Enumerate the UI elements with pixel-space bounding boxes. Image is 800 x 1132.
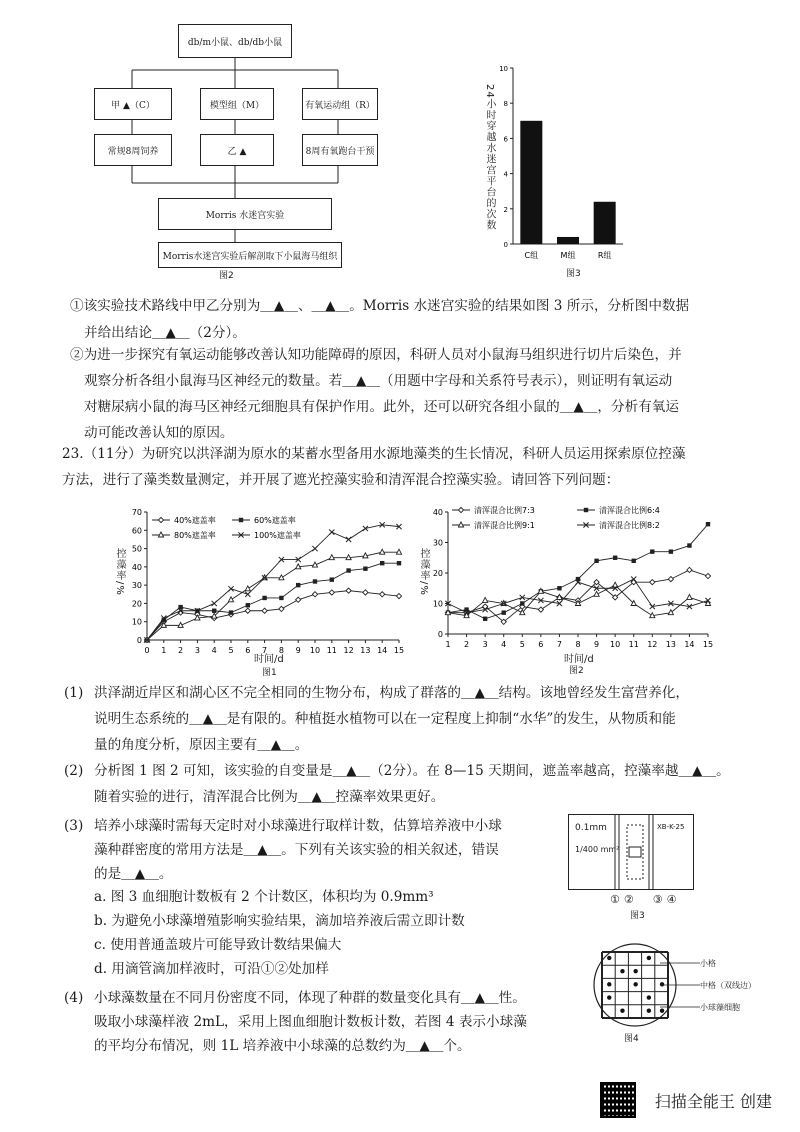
fig-a-xtick-label: 14	[377, 646, 388, 655]
chamber-label-model: XB-K-25	[657, 823, 685, 831]
flow-treatment-c: 常规8周饲养	[94, 134, 172, 166]
chamber-mark-2: ②	[623, 893, 638, 906]
fig-a-xtick-label: 9	[295, 646, 301, 655]
fig-a-xtick-label: 15	[393, 646, 405, 655]
fig-a-ytick-label: 70	[131, 508, 142, 517]
fig-a-xtick-label: 12	[343, 646, 354, 655]
fig-a-point	[296, 583, 300, 587]
fig-a-xtick-label: 3	[194, 646, 200, 655]
fig-b-legend-label: 清浑混合比例6:4	[599, 506, 660, 515]
fig-a-point	[262, 596, 266, 600]
grid-cell-dot	[620, 969, 624, 973]
chamber-label-small: 0.1mm	[575, 823, 607, 833]
fig-b-point	[632, 559, 636, 563]
fig-b-xtick-label: 14	[684, 640, 695, 649]
grid-cell-dot	[607, 995, 611, 999]
fig-b-point	[613, 556, 617, 560]
fig-b-legend-point	[458, 507, 463, 512]
fig-a-point	[329, 555, 334, 560]
grid-cell-dot	[647, 956, 651, 960]
grid-label-middle-square: 中格（双线边）	[700, 981, 756, 990]
q23-1-line3: 量的角度分析，原因主要有＿▲＿。	[94, 737, 309, 753]
fig-a-xtick-label: 11	[326, 646, 337, 655]
fig-a-point	[346, 568, 350, 572]
fig-a-point	[279, 606, 284, 611]
flow-morris-box: Morris 水迷宫实验	[158, 198, 332, 230]
q23-3-line3: 的是＿▲＿。	[94, 866, 173, 882]
q23-3-option-a: a. 图 3 血细胞计数板有 2 个计数区，体积均为 0.9mm³	[94, 889, 434, 905]
fig-a-point	[380, 549, 385, 554]
fig-a-xtick-label: 10	[309, 646, 321, 655]
fig-a-point	[228, 597, 233, 602]
fig-a-point	[212, 601, 217, 606]
fig-b-point	[502, 610, 506, 614]
q23-4-line3: 的平均分布情况，则 1L 培养液中小球藻的总数约为＿▲＿个。	[94, 1038, 471, 1054]
fig-a-point	[312, 592, 317, 597]
flow-group-r: 有氧运动组（R）	[302, 88, 378, 120]
fig-b-caption: 图2	[569, 666, 584, 676]
fig-a-series-line	[147, 552, 399, 640]
fig-a-point	[246, 603, 250, 607]
fig-a-series-line	[147, 563, 399, 640]
q22-part2-line3: 对糖尿病小鼠的海马区神经元细胞具有保护作用。此外，还可以研究各组小鼠的＿▲＿，分析有氧运	[84, 399, 679, 415]
fig-b-xtick-label: 15	[702, 640, 714, 649]
fig-b-legend-label: 清浑混合比例8:2	[599, 521, 660, 530]
fig-a-xtick-label: 6	[245, 646, 251, 655]
chamber-marks	[610, 893, 681, 906]
flowchart-caption: 图2	[219, 271, 234, 281]
fig-a-point	[228, 586, 233, 591]
flow-group-c: 甲 ▲（C）	[94, 88, 172, 120]
footer-watermark-text: 扫描全能王 创建	[654, 1092, 772, 1111]
fig-b-point	[520, 601, 524, 605]
grid-label-leaders	[660, 955, 702, 1015]
fig-a-point	[279, 575, 284, 580]
fig-b-point	[650, 549, 654, 553]
fig-b-xtick-label: 6	[538, 640, 544, 649]
fig-a-xtick-label: 5	[228, 646, 234, 655]
fig-b-xtick-label: 8	[575, 640, 581, 649]
fig-a-legend-label: 60%遮盖率	[254, 516, 296, 525]
fig-b-xtick-label: 11	[628, 640, 639, 649]
chamber-label-area: 1/400 mm²	[575, 845, 620, 854]
fig3-ytick-label: 2	[503, 205, 508, 214]
fig-a-point	[396, 549, 401, 554]
fig3-category-label: M组	[560, 251, 576, 260]
fig-a-legend-point	[158, 532, 163, 537]
fig-b-ytick-label: 10	[432, 599, 443, 609]
fig-a-ylabel: 控藻率/%	[114, 548, 125, 596]
fig-a-xtick-label: 2	[178, 646, 184, 655]
grid-cell-dot	[633, 969, 637, 973]
fig-a-legend-label: 100%遮盖率	[254, 531, 301, 540]
fig-b-ytick-label: 30	[432, 538, 443, 548]
fig-b-point	[538, 607, 543, 612]
q23-3-number: (3)	[64, 818, 84, 834]
fig-a-xtick-label: 7	[262, 646, 268, 655]
fig-b-ylabel: 控藻率/%	[418, 548, 429, 596]
q23-4-number: (4)	[64, 990, 84, 1006]
fig-a-point	[312, 546, 317, 551]
fig-a-point	[396, 594, 401, 599]
q23-4-line2: 吸取小球藻样液 2mL，采用上图血细胞计数板计数，若图 4 表示小球藻	[94, 1014, 527, 1030]
fig-b-ytick-label: 40	[432, 508, 443, 517]
chamber-caption: 图3	[630, 911, 645, 921]
fig-a-legend-point	[158, 517, 163, 522]
fig-b-point	[669, 549, 673, 553]
q23-3-line2: 藻种群密度的常用方法是＿▲＿。下列有关该实验的相关叙述，错误	[94, 842, 499, 858]
fig-a-point	[330, 577, 334, 581]
grid-caption: 图4	[624, 1034, 639, 1044]
q23-heading-line1: 23.（11分）为研究以洪泽湖为原水的某蓄水型备用水源地藻类的生长情况，科研人员运用探索原位控藻	[62, 446, 686, 462]
fig-a-point	[363, 566, 367, 570]
fig-b-xtick-label: 12	[647, 640, 658, 649]
fig-a-line-chart	[125, 500, 415, 660]
fig-a-ytick-label: 10	[131, 617, 142, 627]
fig-b-xtick-label: 3	[482, 640, 488, 649]
fig3-category-label: R组	[597, 251, 612, 260]
fig-b-point	[594, 559, 598, 563]
fig-b-xtick-label: 7	[556, 640, 562, 649]
flow-treatment-r: 8周有氧跑台干预	[302, 134, 378, 166]
grid-cell-dot	[633, 982, 637, 986]
fig-b-legend-label: 清浑混合比例9:1	[474, 521, 535, 530]
fig-a-xtick-label: 1	[161, 646, 167, 655]
fig-a-point	[229, 610, 233, 614]
fig-a-point	[380, 561, 384, 565]
flow-top-box: db/m小鼠、db/db小鼠	[178, 24, 292, 58]
fig-a-point	[313, 579, 317, 583]
fig-b-legend-label: 清浑混合比例7:3	[474, 506, 535, 515]
fig-b-point	[687, 543, 691, 547]
q23-2-line2: 随着实验的进行，清浑混合比例为＿▲＿控藻率效果更好。	[94, 789, 445, 805]
fig-a-point	[380, 592, 385, 597]
grid-cell-dot	[607, 982, 611, 986]
fig-a-point	[346, 588, 351, 593]
chamber-mark-1: ①	[610, 893, 624, 906]
chamber-drawing	[569, 815, 693, 889]
fig3-bar	[520, 121, 542, 244]
fig-b-xtick-label: 1	[445, 640, 451, 649]
fig-b-point	[687, 567, 692, 572]
grid-cell-dot	[607, 956, 611, 960]
fig-a-xlabel: 时间/d	[254, 654, 284, 665]
fig3-bar	[594, 202, 616, 244]
grid-cell-dot	[647, 1009, 651, 1013]
flow-group-m: 模型组（M）	[200, 88, 274, 120]
fig-b-ytick-label: 0	[437, 630, 443, 639]
grid-cell-dot	[620, 1009, 624, 1013]
fig-a-legend-label: 40%遮盖率	[174, 516, 216, 525]
fig-a-point	[346, 537, 351, 542]
grid-label-small-square: 小格	[700, 959, 716, 968]
fig-b-point	[650, 580, 655, 585]
q23-1-line2: 说明生态系统的＿▲＿是有限的。种植挺水植物可以在一定程度上抑制“水华”的发生，从物质和能	[94, 711, 676, 727]
fig-a-point	[262, 608, 267, 613]
q22-part2-line1: ②为进一步探究有氧运动能够改善认知功能障碍的原因，科研人员对小鼠海马组织进行切片后染色，并	[70, 347, 682, 363]
fig-a-legend-label: 80%遮盖率	[174, 531, 216, 540]
fig3-caption: 图3	[566, 269, 581, 279]
fig-b-point	[705, 573, 710, 578]
qr-code-icon	[600, 1082, 636, 1118]
fig-a-series-line	[147, 525, 399, 640]
fig-b-point	[557, 586, 561, 590]
fig-a-point	[363, 590, 368, 595]
fig-a-point	[329, 530, 334, 535]
chamber-mark-4: ④	[666, 893, 681, 906]
flowchart	[90, 18, 375, 280]
q23-3-option-b: b. 为避免小球藻增殖影响实验结果，滴加培养液后需立即计数	[94, 913, 465, 929]
fig-a-xtick-label: 8	[278, 646, 284, 655]
fig-b-xtick-label: 9	[594, 640, 600, 649]
fig-a-point	[245, 592, 250, 597]
flow-treatment-m: 乙 ▲	[200, 134, 274, 166]
q23-2-line1: 分析图 1 图 2 可知，该实验的自变量是＿▲＿（2分）。在 8—15 天期间，遮盖率越高，控藻率越＿▲＿。	[94, 763, 730, 779]
fig-b-legend-point	[584, 508, 588, 512]
fig-a-caption: 图1	[262, 668, 277, 678]
fig-b-line-chart	[428, 500, 723, 660]
fig-b-xtick-label: 10	[610, 640, 621, 649]
fig-b-xtick-label: 13	[665, 640, 676, 649]
fig-a-point	[397, 561, 401, 565]
fig-a-point	[279, 596, 283, 600]
flow-dissect-box: Morris水迷宫实验后解剖取下小鼠海马组织	[158, 242, 342, 268]
fig-a-xtick-label: 4	[211, 646, 217, 655]
fig-b-xtick-label: 2	[464, 640, 470, 649]
q22-part1-line2: 并给出结论＿▲＿（2分）。	[84, 325, 246, 341]
fig-b-point	[668, 610, 673, 615]
grid-label-cell: 小球藻细胞	[700, 1003, 740, 1012]
fig-a-ytick-label: 30	[131, 581, 142, 591]
chamber-mark-3: ③	[652, 893, 667, 906]
fig3-ytick-label: 8	[503, 100, 508, 109]
fig-b-point	[483, 617, 487, 621]
fig-b-xtick-label: 4	[501, 640, 507, 649]
fig3-bar-chart	[495, 60, 635, 270]
q22-part1-line1: ①该实验技术路线中甲乙分别为＿▲＿、＿▲＿。Morris 水迷宫实验的结果如图 3 所示，分析图中数据	[70, 298, 690, 314]
fig-b-point	[687, 594, 692, 599]
fig-b-point	[706, 522, 710, 526]
q23-2-number: (2)	[64, 763, 84, 779]
q23-4-line1: 小球藻数量在不同月份密度不同，体现了种群的数量变化具有＿▲＿性。	[94, 990, 526, 1006]
q23-1-line1: 洪泽湖近岸区和湖心区不完全相同的生物分布，构成了群落的＿▲＿结构。该地曾经发生富营养化，	[94, 685, 689, 701]
counting-chamber-figure	[568, 814, 694, 890]
q23-3-option-c: c. 使用普通盖玻片可能导致计数结果偏大	[94, 937, 342, 953]
q23-3-option-d: d. 用滴管滴加样液时，可沿①②处加样	[94, 961, 329, 977]
q23-3-line1: 培养小球藻时需每天定时对小球藻进行取样计数，估算培养液中小球	[94, 818, 502, 834]
fig3-ylabel: 24小时穿越水迷宫平台的次数	[484, 84, 495, 231]
fig-b-ytick-label: 20	[432, 569, 443, 578]
fig-a-xtick-label: 13	[360, 646, 371, 655]
fig3-ytick-label: 0	[503, 241, 508, 249]
fig-a-ytick-label: 50	[131, 544, 142, 554]
fig-a-legend-point	[239, 518, 243, 522]
fig3-ytick-label: 6	[503, 135, 508, 144]
fig-a-point	[296, 597, 301, 602]
q23-1-number: (1)	[64, 685, 84, 701]
q22-part2-line2: 观察分析各组小鼠海马区神经元的数量。若＿▲＿（用题中字母和关系符号表示），则证明有氧运动	[84, 373, 673, 389]
fig-b-xtick-label: 5	[519, 640, 525, 649]
fig-b-point	[483, 597, 488, 602]
fig-a-point	[329, 590, 334, 595]
fig-b-legend-point	[458, 522, 463, 527]
fig-a-ytick-label: 20	[131, 599, 142, 609]
q22-part2-line4: 动可能改善认知的原因。	[84, 425, 234, 441]
fig-a-point	[245, 608, 250, 613]
fig-a-ytick-label: 0	[136, 636, 142, 645]
q23-heading-line2: 方法，进行了藻类数量测定，并开展了遮光控藻实验和清浑混合控藻实验。请回答下列问题：	[62, 472, 620, 488]
fig3-category-label: C组	[524, 251, 539, 260]
fig-b-point	[668, 577, 673, 582]
fig-a-point	[245, 586, 250, 591]
fig-b-xlabel: 时间/d	[564, 654, 594, 665]
fig-a-ytick-label: 40	[131, 562, 142, 572]
fig3-ytick-label: 10	[499, 65, 508, 73]
fig3-ytick-label: 4	[503, 170, 508, 179]
fig-a-xtick-label: 0	[144, 646, 150, 655]
grid-cell-dot	[647, 995, 651, 999]
fig3-bar	[557, 237, 579, 244]
fig-a-ytick-label: 60	[131, 526, 142, 536]
